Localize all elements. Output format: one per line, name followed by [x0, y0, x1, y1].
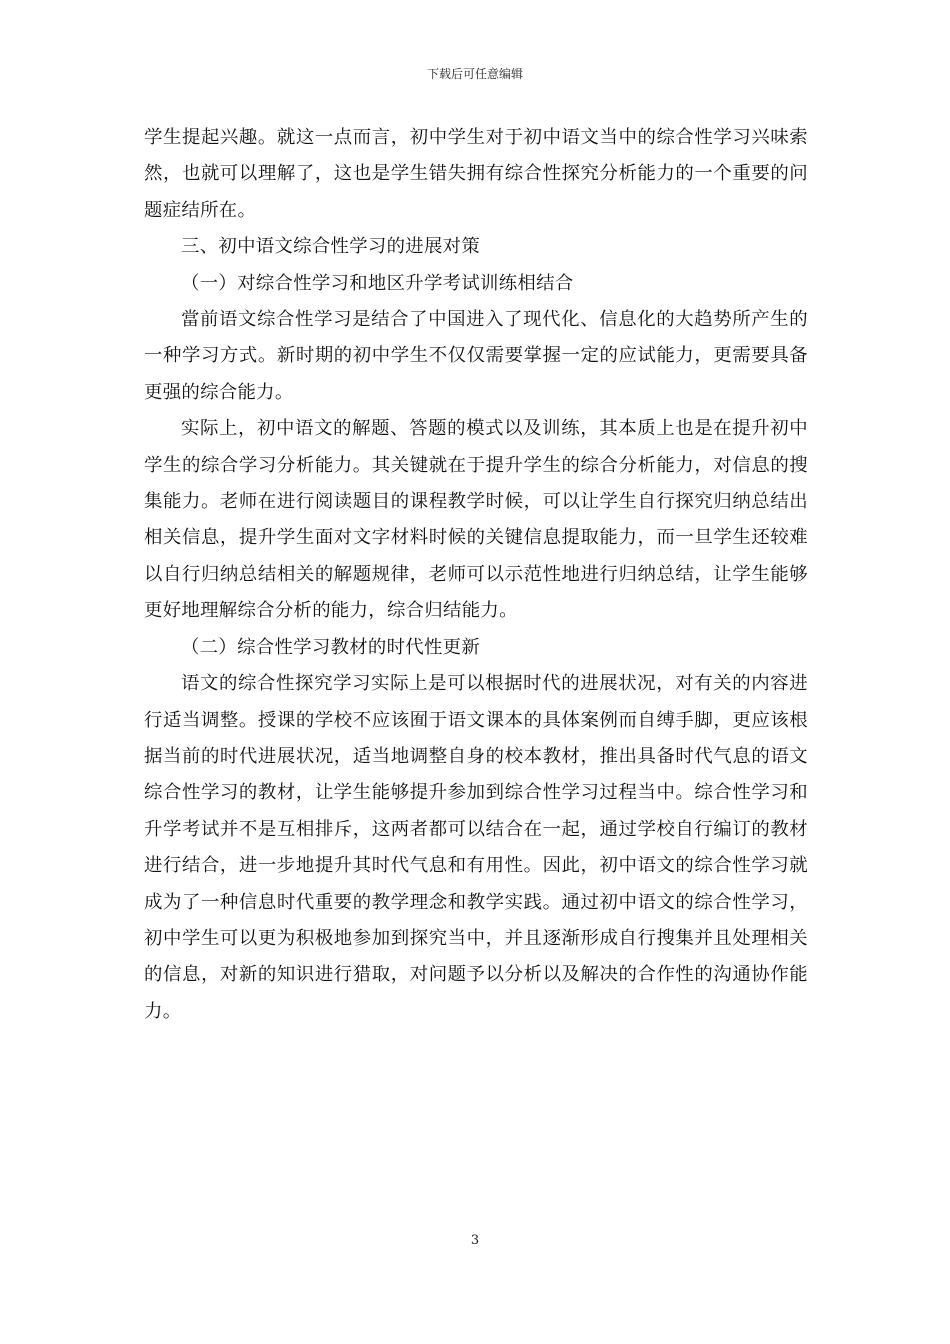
page-number: 3	[470, 1233, 480, 1248]
paragraph: 當前语文综合性学习是结合了中国进入了现代化、信息化的大趋势所产生的一种学习方式。新时期的初中学生不仅仅需要掌握一定的应试能力，更需要具备更强的综合能力。	[144, 309, 808, 403]
paragraph: 语文的综合性探究学习实际上是可以根据时代的进展状况，对有关的内容进行适当调整。授课的学校不应该囿于语文课本的具体案例而自缚手脚，更应该根据当前的时代进展状况，适当地调整自身的校本教材，推出具备时代气息的语文综合性学习的教材，让学生能够提升参加到综合性学习过程当中。综合性学习和升学考试并不是互相排斥，这两者都可以结合在一起，通过学校自行编订的教材进行结合，进一步地提升其时代气息和有用性。因此，初中语文的综合性学习就成为了一种信息时代重要的教学理念和教学实践。通过初中语文的综合性学习，初中学生可以更为积极地参加到探究当中，并且逐渐形成自行搜集并且处理相关的信息，对新的知识进行猎取，对问题予以分析以及解决的合作性的沟通协作能力。	[144, 673, 808, 1022]
page-header: 下载后可任意编辑	[426, 67, 523, 81]
subsection-heading-1: （一）对综合性学习和地区升学考试训练相结合	[181, 272, 574, 294]
paragraph-continuation: 学生提起兴趣。就这一点而言，初中学生对于初中语文当中的综合性学习兴味索然，也就可以理解了，这也是学生错失拥有综合性探究分析能力的一个重要的问题症结所在。	[144, 127, 808, 221]
paragraph: 实际上，初中语文的解题、答题的模式以及训练，其本质上也是在提升初中学生的综合学习分析能力。其关键就在于提升学生的综合分析能力，对信息的搜集能力。老师在进行阅读题目的课程教学时候，可以让学生自行探究归纳总结出相关信息，提升学生面对文字材料时候的关键信息提取能力，而一旦学生还较难以自行归纳总结相关的解题规律，老师可以示范性地进行归纳总结，让学生能够更好地理解综合分析的能力，综合归结能力。	[144, 418, 808, 622]
subsection-heading-2: （二）综合性学习教材的时代性更新	[181, 636, 481, 658]
section-heading: 三、初中语文综合性学习的进展对策	[181, 236, 481, 258]
document-body	[144, 120, 808, 1030]
